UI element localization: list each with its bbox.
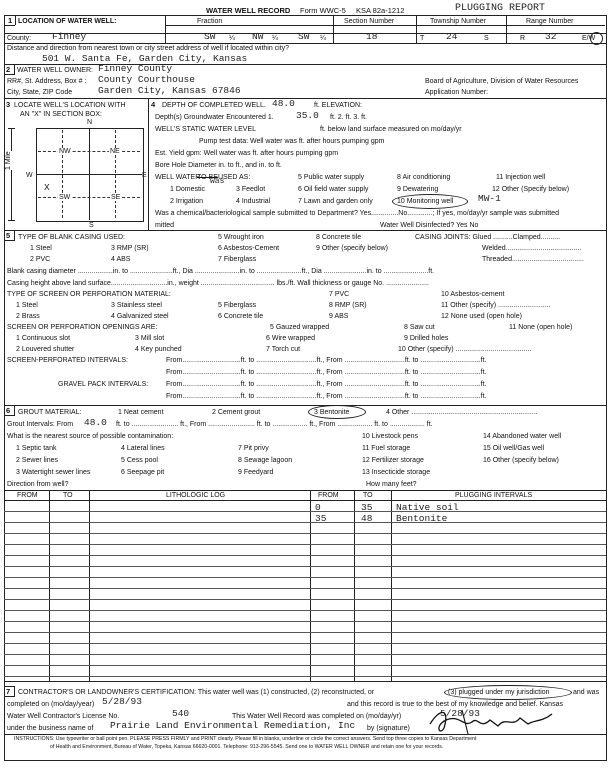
used-as-label: USED AS: [218,174,251,181]
use-6[interactable]: 6 Oil field water supply [298,186,369,193]
plugged-option[interactable]: (3) plugged under my jurisdiction [448,689,550,696]
record-completed-label: This Water Well Record was completed on (mo/day/yr) [232,713,402,720]
signature-label: by (signature) [367,725,410,732]
screen-5[interactable]: 5 Fiberglass [218,302,257,309]
screen-12[interactable]: 12 None used (open hole) [441,313,522,320]
township-s: S [484,35,489,42]
casing-3[interactable]: 3 RMP (SR) [111,245,149,252]
grout-1[interactable]: 1 Neat cement [118,409,164,416]
range-value[interactable]: 32 [545,31,557,42]
section-5-number: 5 [6,231,11,240]
section-6-number: 6 [6,406,11,415]
use-4[interactable]: 4 Industrial [236,198,271,205]
completed-date[interactable]: 5/28/93 [102,696,142,707]
log-row-line [4,555,606,556]
screen-interval-2: From..............................ft. to ...............................ft., From ...............................ft. to ...............................ft. [166,369,487,376]
plugged-circle [444,685,572,700]
threaded-label: Threaded..................................... [482,256,584,263]
log-to-header: TO [63,492,73,499]
township-value[interactable]: 24 [446,31,458,42]
log-row-line [4,588,606,589]
plug-row-2-from[interactable]: 35 [315,513,327,524]
opening-5[interactable]: 5 Gauzed wrapped [270,324,330,331]
casing-8[interactable]: 8 Concrete tile [316,234,362,241]
grout-intervals-label: Grout Intervals: From [7,421,74,428]
street-label: RR#, St. Address, Box # : [7,78,87,85]
handwritten-signature [420,706,560,736]
contam-10[interactable]: 10 Livestock pens [362,433,419,440]
log-row-line [4,643,606,644]
use-7[interactable]: 7 Lawn and garden only [298,198,373,205]
contam-8[interactable]: 8 Sewage lagoon [238,457,293,464]
contam-14[interactable]: 14 Abandoned water well [483,433,562,440]
log-row-line [4,522,606,523]
application-number-label: Application Number: [425,89,489,96]
section-4-number: 4 [151,100,156,109]
township-label: Township Number [430,18,487,25]
record-completed-date[interactable]: 5/28/93 [440,708,480,719]
use-12[interactable]: 12 Other (Specify below) [492,186,570,193]
street-value[interactable]: County Courthouse [98,74,195,85]
monitoring-well-circle [392,194,468,209]
log-row-line [4,511,606,512]
opening-10[interactable]: 10 Other (specify) ....................................... [398,346,532,353]
quarter-2-value[interactable]: NW [252,31,264,42]
form-title: WATER WELL RECORD [206,6,291,15]
opening-3[interactable]: 3 Mill slot [135,335,165,342]
casing-2[interactable]: 2 PVC [30,256,51,263]
use-10[interactable]: 10 Monitoring well [397,198,454,205]
township-t: T [420,35,425,42]
contam-5[interactable]: 5 Cess pool [121,457,158,464]
log-row-line [4,654,606,655]
quarter-3-value[interactable]: SW [298,31,310,42]
contamination-label: What is the nearest source of possible contamination: [7,433,174,440]
static-level-rest: ft. below land surface measured on mo/day/yr [320,126,462,133]
casing-7[interactable]: 7 Fiberglass [218,256,257,263]
welded-label: Welded....................................... [482,245,582,252]
ew-option[interactable]: E/W [582,35,596,42]
completed-label: completed on (mo/day/year) [7,701,95,708]
contam-13[interactable]: 13 Insecticide storage [362,469,431,476]
owner-value[interactable]: Finney County [98,63,173,74]
certification-text: CONTRACTOR'S OR LANDOWNER'S CERTIFICATION: This water well was (1) constructed, (2) reconstructed, or [18,689,375,696]
use-11[interactable]: 11 Injection well [496,174,546,181]
grout-intervals-rest: ft. to ........................ ft., From ........................ ft. to .................. ft., From .................. ft. to .................. ft. [116,421,433,428]
use-2[interactable]: 2 Irrigation [170,198,204,205]
west-label: W [26,172,33,179]
screen-4[interactable]: 4 Galvanized steel [111,313,169,320]
chemical-sample-line: Was a chemical/bacteriological sample submitted to Department? Yes..............No.............; If yes, mo/day/yr sample was submitted [155,210,559,217]
one-mile-label: 1 Mile [5,151,12,170]
mw-value[interactable]: MW-1 [478,193,501,204]
screen-material-label: TYPE OF SCREEN OR PERFORATION MATERIAL: [7,291,171,298]
screen-10[interactable]: 10 Asbestos-cement [441,291,505,298]
city-value[interactable]: Garden City, Kansas 67846 [98,85,241,96]
nw-label: NW [59,148,71,155]
casing-4[interactable]: 4 ABS [111,256,131,263]
grout-2[interactable]: 2 Cement grout [212,409,261,416]
county-label: County: [7,35,32,42]
and-was-text: and was [573,689,600,696]
city-label: City, State, ZIP Code [7,89,73,96]
section-value[interactable]: 18 [366,31,378,42]
locate-label-2: AN "X" IN SECTION BOX: [20,111,102,118]
section-3-number: 3 [6,100,11,109]
contam-16[interactable]: 16 Other (specify below) [483,457,559,464]
was-handwritten: was [210,177,225,186]
distance-label: Distance and direction from nearest town or city street address of well if located within city? [7,45,290,52]
contam-11[interactable]: 11 Fuel storage [362,445,411,452]
casing-height-line: Casing height above land surface.............................in., weight ...................................... lbs./ft. Wall thickness or gauge No. ...................... [7,280,429,287]
business-name[interactable]: Prairie Land Environmental Remediation, Inc [110,720,356,731]
log-row-line [4,533,606,534]
opening-1[interactable]: 1 Continuous slot [16,335,71,342]
casing-5[interactable]: 5 Wrought iron [218,234,264,241]
bentonite-circle [308,405,366,419]
contam-12[interactable]: 12 Fertilizer storage [362,457,424,464]
casing-9[interactable]: 9 Other (specify below) [316,245,388,252]
screen-intervals-label: SCREEN-PERFORATED INTERVALS: [7,357,128,364]
blank-casing-line: Blank casing diameter ..................in. to ......................ft., Dia .......................in. to .......................ft., Dia ......................in. to .......................ft. [7,268,435,275]
contam-1[interactable]: 1 Septic tank [16,445,57,452]
quarter-1-value[interactable]: SW [204,31,216,42]
section-number-label: Section Number [344,18,395,25]
mitted-label: mitted [155,222,175,229]
casing-1[interactable]: 1 Steel [30,245,52,252]
screen-6[interactable]: 6 Concrete tile [218,313,264,320]
plug-row-1-to[interactable]: 35 [361,502,373,513]
log-row-line [4,544,606,545]
use-5[interactable]: 5 Public water supply [298,174,365,181]
range-label: Range Number [526,18,574,25]
log-row-line [4,566,606,567]
groundwater-1-value[interactable]: 35.0 [296,110,319,121]
board-label: Board of Agriculture, Division of Water Resources [425,78,579,85]
screen-7[interactable]: 7 PVC [329,291,350,298]
log-row-line [4,577,606,578]
plugging-intervals-header: PLUGGING INTERVALS [455,492,533,499]
screen-2[interactable]: 2 Brass [16,313,40,320]
quarter-3-mark: ¼ [320,35,326,42]
log-from-header: FROM [17,492,38,499]
north-label: N [87,119,93,126]
license-label: Water Well Contractor's License No. [7,713,120,720]
log-row-line [4,621,606,622]
owner-label: WATER WELL OWNER: [17,67,93,74]
contam-3[interactable]: 3 Watertight sewer lines [16,469,91,476]
casing-joints: CASING JOINTS: Glued ..........Clamped.......... [415,234,561,241]
screen-interval-1: From..............................ft. to ...............................ft., From ...............................ft. to ...............................ft. [166,357,487,364]
to-be-struck: TO BE [197,174,218,181]
use-9[interactable]: 9 Dewatering [397,186,439,193]
elevation-label: ft. ELEVATION: [314,102,362,109]
screen-3[interactable]: 3 Stainless steel [111,302,162,309]
east-label: E [142,172,147,179]
plug-from-header: FROM [318,492,339,499]
well-water-label: WELL WATER [155,174,201,181]
business-label: under the business name of [7,725,94,732]
disinfected-line: Water Well Disinfected? Yes No [380,222,479,229]
opening-6[interactable]: 6 Wire wrapped [266,335,316,342]
quarter-2-mark: ¼ [272,35,278,42]
true-record-text: and this record is true to the best of my knowledge and belief. Kansas [347,701,563,708]
plug-row-2-to[interactable]: 48 [361,513,373,524]
screen-9[interactable]: 9 ABS [329,313,349,320]
plug-row-1-desc[interactable]: Native soil [396,502,459,513]
quarter-1-mark: ¼ [229,35,235,42]
how-many-feet-label: How many feet? [366,481,417,488]
use-1[interactable]: 1 Domestic [170,186,206,193]
license-number[interactable]: 540 [172,708,190,719]
section-2-number: 2 [6,65,11,74]
contam-4[interactable]: 4 Lateral lines [121,445,165,452]
groundwater-rest: ft. 2. ft. 3. ft. [330,114,367,121]
sw-label: SW [59,194,71,201]
range-r: R [520,35,526,42]
log-row-line [4,676,606,677]
plugging-report-stamp: PLUGGING REPORT [455,3,546,14]
screen-11[interactable]: 11 Other (specify) ........................... [441,302,551,309]
plug-row-2-desc[interactable]: Bentonite [396,513,448,524]
ne-label: NE [110,148,120,155]
opening-9[interactable]: 9 Drilled holes [404,335,449,342]
grout-material-label: GROUT MATERIAL: [18,409,82,416]
gravel-pack-label: GRAVEL PACK INTERVALS: [58,381,149,388]
pump-test-line: Pump test data: Well water was ft. after hours pumping gpm [199,138,385,145]
screen-8[interactable]: 8 RMP (SR) [329,302,367,309]
location-label: LOCATION OF WATER WELL: [18,18,117,25]
gravel-interval-2: From..............................ft. to ...............................ft., From ...............................ft. to ...............................ft. [166,393,487,400]
opening-7[interactable]: 7 Torch cut [266,346,301,353]
grout-from-value[interactable]: 48.0 [84,417,107,428]
log-row-line [4,610,606,611]
instructions-line-1: INSTRUCTIONS: Use typewriter or ball point pen. PLEASE PRESS FIRMLY and PRINT clearly. Please fill in blanks, underline or circle the correct answers. Send top three copies to Kansas Department [14,736,477,742]
address-value[interactable]: 501 W. Santa Fe, Garden City, Kansas [42,53,248,64]
opening-8[interactable]: 8 Saw cut [404,324,435,331]
bore-hole-line: Bore Hole Diameter in. to ft., and in. to ft. [155,162,282,169]
opening-4[interactable]: 4 Key punched [135,346,182,353]
opening-2[interactable]: 2 Louvered shutter [16,346,75,353]
depth-label: DEPTH OF COMPLETED WELL. [162,102,266,109]
contam-2[interactable]: 2 Sewer lines [16,457,59,464]
casing-6[interactable]: 6 Asbestos-Cement [218,245,280,252]
section-1-number: 1 [8,16,13,25]
direction-label: Direction from well? [7,481,69,488]
ksa-number: KSA 82a-1212 [356,6,405,15]
fraction-label: Fraction [197,18,223,25]
log-row-line [4,665,606,666]
well-x-mark: X [44,182,50,193]
log-table-top [4,490,606,491]
static-level-label: WELL'S STATIC WATER LEVEL [155,126,257,133]
use-8[interactable]: 8 Air conditioning [397,174,451,181]
contam-9[interactable]: 9 Feedyard [238,469,274,476]
log-row-line [4,632,606,633]
form-number: Form WWC-5 [300,6,346,15]
contam-7[interactable]: 7 Pit privy [238,445,269,452]
contam-6[interactable]: 6 Seepage pit [121,469,165,476]
depth-value[interactable]: 48.0 [272,98,295,109]
grout-3[interactable]: 3 Bentonite [314,409,350,416]
grout-4[interactable]: 4 Other ................................................................. [386,409,538,416]
screen-1[interactable]: 1 Steel [16,302,38,309]
section-grid-box[interactable] [36,128,144,222]
se-label: SE [111,194,121,201]
opening-11[interactable]: 11 None (open hole) [509,324,573,331]
section-7-number: 7 [6,687,11,696]
groundwater-label: Depth(s) Groundwater Encountered 1. [155,114,274,121]
plug-to-header: TO [363,492,373,499]
locate-label-1: LOCATE WELL'S LOCATION WITH [14,102,126,109]
log-row-line [4,599,606,600]
form-frame [4,15,607,761]
gravel-interval-1: From..............................ft. to ...............................ft., From ...............................ft. to ...............................ft. [166,381,487,388]
instructions-line-2: of Health and Environment, Bureau of Water, Topeka, Kansas 66620-0001. Telephone: 913-296-5545. Send one to WATER WELL OWNER and retain one for your records. [50,744,444,750]
casing-label: TYPE OF BLANK CASING USED: [18,234,125,241]
county-value[interactable]: Finney [52,31,87,42]
est-yield-line: Est. Yield gpm: Well water was ft. after hours pumping gpm [155,150,339,157]
south-label: S [89,222,94,229]
contam-15[interactable]: 15 Oil well/Gas well [483,445,545,452]
plug-row-1-from[interactable]: 0 [315,502,321,513]
lithologic-log-header: LITHOLOGIC LOG [166,492,226,499]
openings-label: SCREEN OR PERFORATION OPENINGS ARE: [7,324,158,331]
use-3[interactable]: 3 Feedlot [236,186,266,193]
